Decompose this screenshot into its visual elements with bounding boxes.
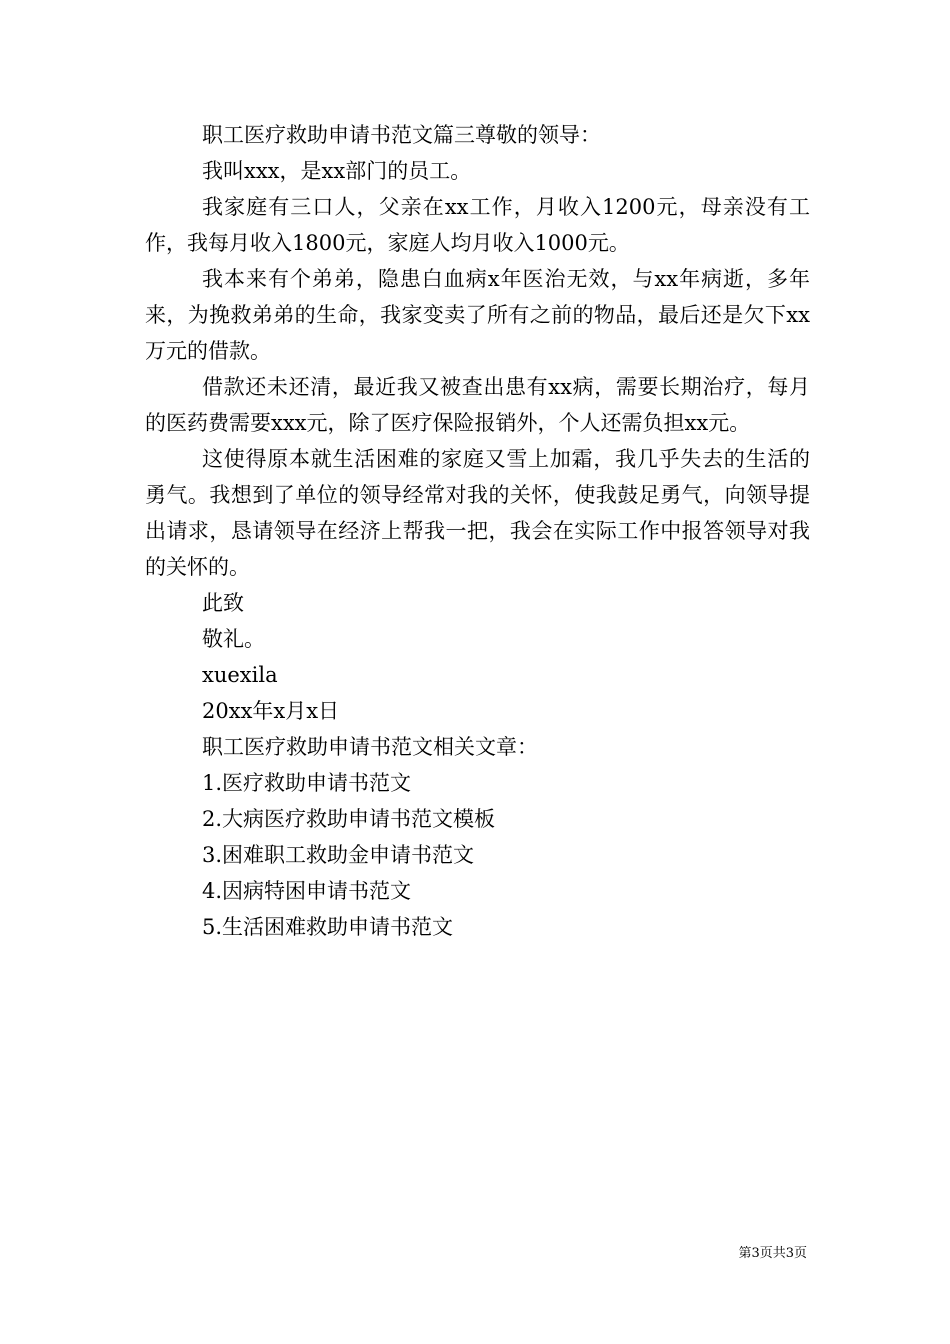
paragraph-illness: 借款还未还清，最近我又被查出患有xx病，需要长期治疗，每月的医药费需要xxx元，除了医疗保险报销外，个人还需负担xx元。 bbox=[145, 375, 810, 435]
letter-date: 20xx年x月x日 bbox=[202, 699, 340, 723]
paragraph-brother: 我本来有个弟弟，隐患白血病x年医治无效，与xx年病逝，多年来，为挽救弟弟的生命，我家变卖了所有之前的物品，最后还是欠下xx万元的借款。 bbox=[145, 267, 810, 363]
related-article-item[interactable]: 5.生活困难救助申请书范文 bbox=[202, 915, 454, 939]
closing-line: 此致 bbox=[202, 591, 244, 615]
salute-line: 敬礼。 bbox=[202, 627, 265, 651]
related-heading: 职工医疗救助申请书范文相关文章： bbox=[202, 735, 538, 759]
page-number: 第3页共3页 bbox=[738, 1246, 807, 1261]
related-article-item[interactable]: 4.因病特困申请书范文 bbox=[202, 879, 412, 903]
related-article-item[interactable]: 2.大病医疗救助申请书范文模板 bbox=[202, 807, 496, 831]
paragraph-request: 这使得原本就生活困难的家庭又雪上加霜，我几乎失去的生活的勇气。我想到了单位的领导经常对我的关怀，使我鼓足勇气，向领导提出请求，恳请领导在经济上帮我一把，我会在实际工作中报答领导对我的关怀的。 bbox=[145, 447, 810, 579]
letter-heading: 职工医疗救助申请书范文篇三尊敬的领导： bbox=[202, 123, 601, 147]
paragraph-intro: 我叫xxx，是xx部门的员工。 bbox=[202, 159, 472, 183]
related-article-item[interactable]: 1.医疗救助申请书范文 bbox=[202, 771, 412, 795]
related-article-item[interactable]: 3.困难职工救助金申请书范文 bbox=[202, 843, 475, 867]
paragraph-family: 我家庭有三口人，父亲在xx工作，月收入1200元，母亲没有工作，我每月收入1800元，家庭人均月收入1000元。 bbox=[145, 195, 810, 255]
related-articles-list bbox=[145, 765, 810, 945]
signature: xuexila bbox=[202, 663, 278, 687]
document-body bbox=[145, 117, 810, 945]
